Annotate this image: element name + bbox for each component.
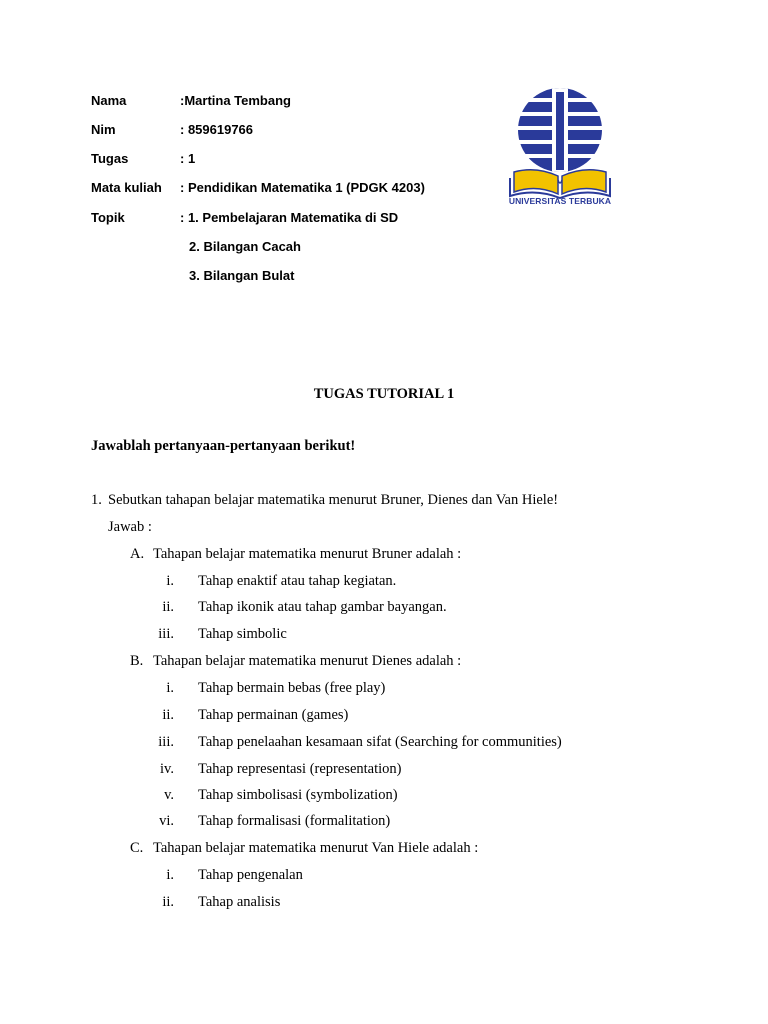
list-item-number: iii. <box>158 734 174 750</box>
list-item: Tahap simbolisasi (symbolization) <box>198 787 398 803</box>
list-item-number: v. <box>164 787 174 803</box>
document-title: TUGAS TUTORIAL 1 <box>313 386 455 402</box>
section-letter: A. <box>130 546 145 562</box>
section-letter: C. <box>130 840 144 856</box>
list-item-number: i. <box>166 680 174 696</box>
question-text: Sebutkan tahapan belajar matematika menurut Bruner, Dienes dan Van Hiele! <box>108 492 559 508</box>
section-heading: Tahapan belajar matematika menurut Van Hiele adalah : <box>153 840 479 856</box>
list-item: Tahap enaktif atau tahap kegiatan. <box>198 573 397 589</box>
section-heading: Tahapan belajar matematika menurut Bruner adalah : <box>153 546 462 562</box>
list-item-number: i. <box>166 867 174 883</box>
topic-continuation-3: 3. Bilangan Bulat <box>189 268 295 283</box>
list-item: Tahap pengenalan <box>198 867 303 883</box>
list-item-number: ii. <box>162 894 174 910</box>
instruction-text: Jawablah pertanyaan-pertanyaan berikut! <box>91 438 356 454</box>
list-item-number: vi. <box>159 813 174 829</box>
list-item: Tahap penelaahan kesamaan sifat (Searching for communities) <box>198 734 562 750</box>
section-letter: B. <box>130 653 144 669</box>
label-nama: Nama <box>91 93 127 108</box>
list-item: Tahap formalisasi (formalitation) <box>198 813 391 829</box>
label-topik: Topik <box>91 210 125 225</box>
value-tugas: : 1 <box>180 151 196 166</box>
list-item: Tahap simbolic <box>198 626 287 642</box>
list-item-number: iii. <box>158 626 174 642</box>
list-item: Tahap ikonik atau tahap gambar bayangan. <box>198 599 447 615</box>
list-item: Tahap analisis <box>198 894 281 910</box>
answer-label: Jawab : <box>108 519 152 535</box>
label-nim: Nim <box>91 122 116 137</box>
label-tugas: Tugas <box>91 151 129 166</box>
list-item: Tahap permainan (games) <box>198 707 349 723</box>
value-nim: : 859619766 <box>180 122 254 137</box>
topic-continuation-2: 2. Bilangan Cacah <box>189 239 301 254</box>
label-mata-kuliah: Mata kuliah <box>91 180 162 195</box>
value-mata-kuliah: : Pendidikan Matematika 1 (PDGK 4203) <box>180 180 425 195</box>
list-item-number: ii. <box>162 599 174 615</box>
list-item: Tahap bermain bebas (free play) <box>198 680 386 696</box>
list-item-number: i. <box>166 573 174 589</box>
list-item-number: ii. <box>162 707 174 723</box>
value-topik: : 1. Pembelajaran Matematika di SD <box>180 210 399 225</box>
list-item-number: iv. <box>160 761 174 777</box>
value-nama: :Martina Tembang <box>180 93 291 108</box>
section-heading: Tahapan belajar matematika menurut Dienes adalah : <box>153 653 462 669</box>
logo-text: UNIVERSITAS TERBUKA <box>508 196 612 206</box>
list-item: Tahap representasi (representation) <box>198 761 402 777</box>
question-number: 1. <box>91 492 102 508</box>
